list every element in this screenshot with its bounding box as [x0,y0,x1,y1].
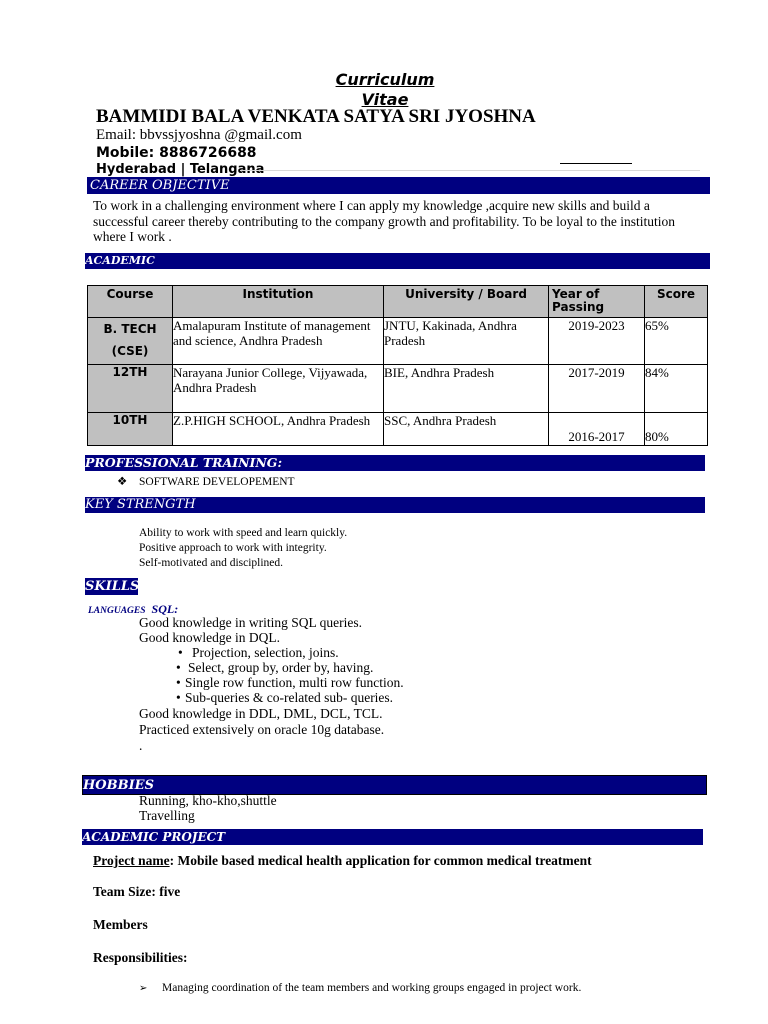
bullet-icon: • [176,675,181,690]
header-rule [560,163,632,164]
academic-bar [85,253,710,269]
table-row [88,365,708,413]
team-size: Team Size: five [93,884,181,899]
header-faint-rule [240,170,700,171]
col-institution: Institution [173,286,384,318]
training-heading: PROFESSIONAL TRAINING: [85,455,283,470]
career-objective-heading: CAREER OBJECTIVE [90,178,230,193]
skill-line: Good knowledge in DDL, DML, DCL, TCL. [139,706,383,721]
bullet-icon: • [176,690,181,705]
skill-subitem [176,690,393,706]
board-cell: SSC, Andhra Pradesh [384,413,549,446]
skill-subitem-text: Sub-queries & co-related sub- queries. [185,690,394,705]
career-objective-text: To work in a challenging environment where I can apply my knowledge ,acquire new skills and build a successful career thereby contributing to the company growth and profitability. To be loyal to the institution where I work . [93,198,676,244]
strength-item: Positive approach to work with integrity. [139,542,327,554]
arrow-bullet-icon: ➢ [139,983,148,994]
skills-heading: SKILLS [85,579,140,594]
col-score: Score [645,286,708,318]
hobby-item: Running, kho-kho,shuttle [139,793,277,808]
strength-item: Ability to work with speed and learn quickly. [139,527,348,539]
course-cell: 10TH [88,413,173,446]
strength-item: Self-motivated and disciplined. [139,557,284,569]
candidate-name: BAMMIDI BALA VENKATA SATYA SRI JYOSHNA [96,106,536,127]
project-name-label: Project name [93,853,170,868]
title-line-1: Curriculum [335,70,435,89]
email-line: Email: bbvssjyoshna @gmail.com [96,127,302,143]
year-cell: 2017-2019 [549,365,645,413]
col-course: Course [88,286,173,318]
table-row [88,318,708,365]
strength-bar [85,497,705,513]
training-bar [85,455,705,471]
institution-cell: Amalapuram Institute of management and science, Andhra Pradesh [173,318,384,365]
skill-subitem-text: Projection, selection, joins. [192,645,339,660]
score-cell: 80% [645,413,708,446]
hobbies-heading: HOBBIES [83,778,154,793]
institution-cell: Z.P.HIGH SCHOOL, Andhra Pradesh [173,413,384,446]
bullet-icon: • [178,645,183,660]
document-title [300,70,470,110]
institution-cell: Narayana Junior College, Vijyawada, Andhra Pradesh [173,365,384,413]
project-bar [82,829,703,845]
table-row [88,413,708,446]
skill-subitem-text: Select, group by, order by, having. [188,660,374,675]
location-line: Hyderabad | Telangana [96,162,265,177]
training-item-text: SOFTWARE DEVELOPEMENT [139,476,295,488]
hobbies-bar [82,775,707,795]
bullet-icon: • [176,660,181,675]
skill-subitem-text: Single row function, multi row function. [185,675,404,690]
project-name-value: : Mobile based medical health application for common medical treatment [169,853,592,868]
skill-subitem [176,660,373,676]
training-item [117,474,295,490]
skill-subitem [176,675,404,691]
score-cell: 65% [645,318,708,365]
skills-bar [85,578,138,595]
course-cell: 12TH [88,365,173,413]
skill-line: Practiced extensively on oracle 10g database. [139,722,385,737]
table-header-row [88,286,708,318]
year-cell: 2019-2023 [549,318,645,365]
career-objective-bar [87,177,710,194]
project-heading: ACADEMIC PROJECT [82,830,226,844]
diamond-bullet-icon: ❖ [117,474,128,488]
members-label: Members [93,917,148,932]
responsibilities-label: Responsibilities: [93,950,188,965]
responsibility-item [139,981,581,996]
skill-line: Good knowledge in writing SQL queries. [139,615,362,630]
col-board: University / Board [384,286,549,318]
hobby-item: Travelling [139,808,195,823]
score-cell: 84% [645,365,708,413]
academic-heading: ACADEMIC [85,254,155,267]
sql-label: SQL: [151,602,179,616]
skill-subitem [178,645,339,661]
mobile-line: Mobile: 8886726688 [96,145,257,161]
project-name-line [93,853,592,869]
title-line-2: Vitae [361,90,409,109]
year-cell: 2016-2017 [549,413,645,446]
col-year: Year of Passing [549,286,645,318]
course-cell: B. TECH (CSE) [88,318,173,365]
languages-label: LANGUAGES [88,606,146,616]
skill-line: Good knowledge in DQL. [139,630,280,645]
strength-heading: KEY STRENGTH [85,497,196,512]
board-cell: BIE, Andhra Pradesh [384,365,549,413]
responsibility-text: Managing coordination of the team members and working groups engaged in project work. [162,982,582,994]
board-cell: JNTU, Kakinada, Andhra Pradesh [384,318,549,365]
skill-dot: . [139,738,143,753]
academic-table [87,285,708,446]
